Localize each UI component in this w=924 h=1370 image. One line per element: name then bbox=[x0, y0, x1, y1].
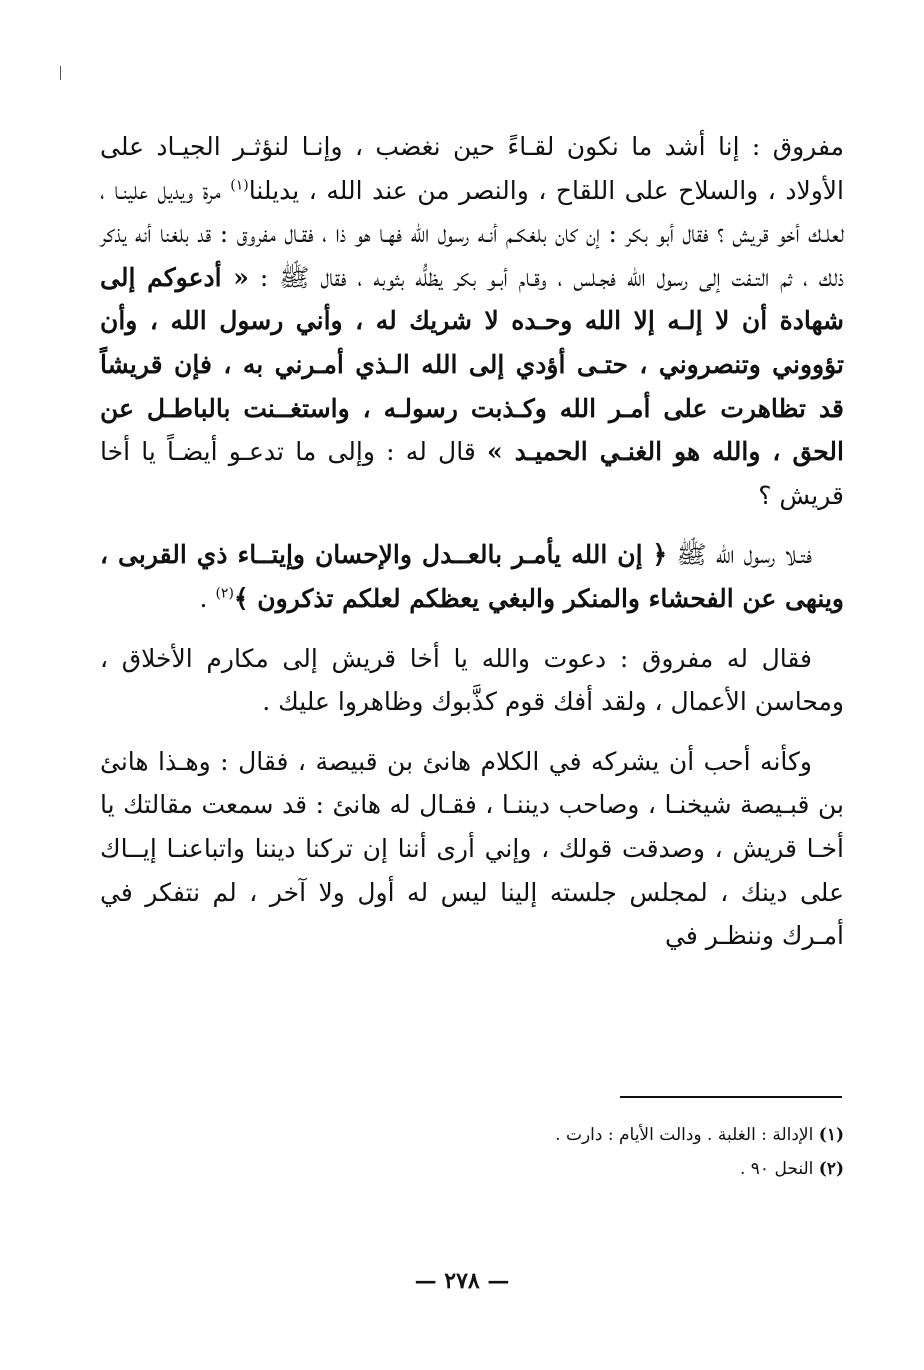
text-run: مفروق : إنا أشد ما نكون لقـاءً حين نغضب ، وإنـا لنؤثـر الجيـاد على الأولاد ، والسلاح على اللقاح ، والنصر من عند الله ، يديلنا bbox=[100, 132, 844, 205]
footnote-number: (١) bbox=[818, 1125, 844, 1145]
footnote-2 bbox=[100, 1152, 844, 1186]
text-run: قال له : وإلى ما تدعـو أيضـاً يا أخا قريش ؟ bbox=[100, 437, 844, 510]
paragraph-3 bbox=[100, 637, 844, 724]
text-run: مرة ويديل علينـا ، لعلـك أخو قريش ؟ فقال أبو بكر : إن كان بلغكـم أنـه رسول الله فهـا هو ذا ، فقـال مفروق : قد بلغنا أنه يذكر ذلك ، ثم التـفت إلى رسول الله فجـلس ، وقـام أبـو بكر يظلُّه بثوبه ، فقال ﷺ : bbox=[100, 175, 844, 292]
paragraph-1 bbox=[100, 125, 844, 517]
footnote-text: الإدالة : الغلبة . ودالت الأيام : دارت . bbox=[555, 1125, 814, 1145]
footnote-ref-1: (١) bbox=[230, 177, 249, 194]
footnote-1 bbox=[100, 1118, 844, 1152]
footnote-divider bbox=[620, 1096, 842, 1098]
text-run: . bbox=[199, 583, 216, 613]
text-run: وكأنه أحب أن يشركه في الكلام هانئ بن قبيصة ، فقال : وهـذا هانئ بن قبـيصة شيخنـا ، وصاحب ديننـا ، فقـال له هانئ : قد سمعت مقالتك يا أخـا قريش ، وصدقت قولك ، وإني أرى أننا إن تركنا ديننا واتباعنـا إيــاك على دينك ، لمجلس جلسته إلينا ليس له أول ولا آخر ، لم نتفكر في أمـرك وننظـر في bbox=[100, 746, 844, 951]
text-run: فتـلا رسول الله ﷺ bbox=[667, 540, 812, 570]
paragraph-2 bbox=[100, 533, 844, 620]
text-run: فقال له مفروق : دعوت والله يا أخا قريش إلى مكارم الأخلاق ، ومحاسن الأعمال ، ولقد أفك قوم كذَّبوك وظاهروا عليك . bbox=[100, 643, 844, 717]
footnote-ref-2: (٢) bbox=[215, 585, 234, 602]
page-number: — ٢٧٨ — bbox=[414, 1268, 510, 1294]
footnote-text: النحل ٩٠ . bbox=[739, 1159, 814, 1179]
footnote-number: (٢) bbox=[818, 1159, 844, 1179]
quran-verse: ﴿ إن الله يأمـر بالعــدل والإحسان وإيتــاء ذي القربى ، وينهى عن الفحشاء والمنكر والبغي يعظكم لعلكم تذكرون ﴾ bbox=[100, 540, 844, 613]
margin-mark bbox=[60, 66, 61, 80]
footnotes bbox=[100, 1118, 844, 1186]
hadith-quote: « أدعوكم إلى شهادة أن لا إلـه إلا الله وحـده لا شريك له ، وأني رسول الله ، وأن تؤووني وتنصروني ، حتـى أؤدي إلى الله الـذي أمـرني به ، فإن قريشاً قد تظاهرت على أمـر الله وكـذبت رسولـه ، واستغــنت بالباطـل عن الحق ، والله هو الغنـي الحميـد » bbox=[100, 262, 844, 467]
main-text bbox=[100, 125, 844, 958]
paragraph-4 bbox=[100, 740, 844, 958]
